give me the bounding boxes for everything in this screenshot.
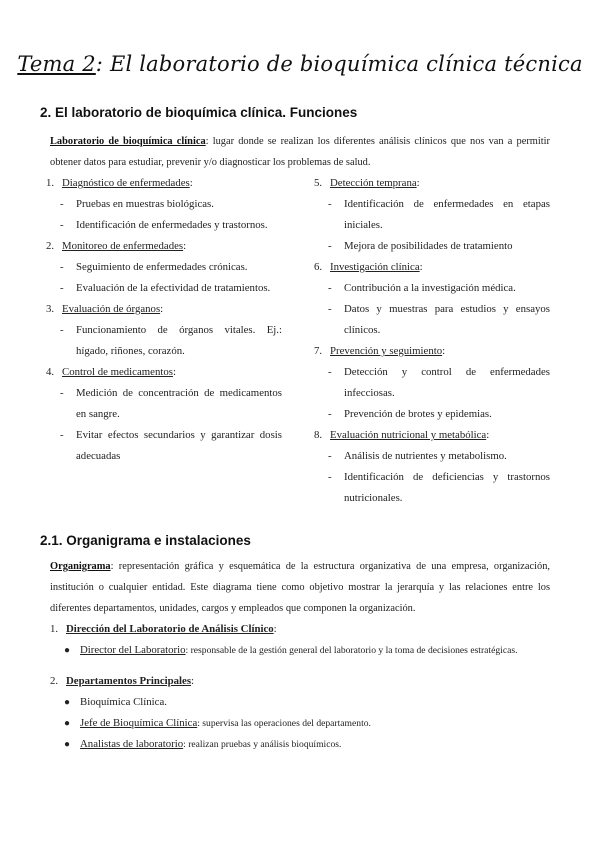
section-2-intro	[50, 131, 550, 173]
sub-item: Identificación de deficiencias y trastornos nutricionales.	[344, 471, 550, 504]
sub-item: Pruebas en muestras biológicas.	[76, 198, 214, 210]
function-item: 1. Diagnóstico de enfermedades: - Pruebas en muestras biológicas. - Identificación de enfermedades y trastornos.	[46, 173, 282, 236]
item-number: 8.	[314, 429, 323, 441]
item-number: 6.	[314, 261, 323, 273]
function-item: 7. Prevención y seguimiento: - Detección y control de enfermedades infecciosas. - Prevención de brotes y epidemias.	[314, 341, 550, 425]
sub-item: Evitar efectos secundarios y garantizar dosis adecuadas	[76, 429, 282, 462]
sub-item: Prevención de brotes y epidemias.	[344, 408, 492, 420]
item-title: Prevención y seguimiento	[330, 345, 443, 357]
item-number: 3.	[46, 303, 55, 315]
bullet-term: Jefe de Bioquímica Clínica	[80, 717, 198, 729]
item-number: 1.	[46, 177, 55, 189]
bullet-icon: ●	[64, 697, 71, 708]
page-title	[0, 52, 600, 76]
section-2-1-intro	[50, 556, 550, 619]
item-title: Detección temprana	[330, 177, 417, 189]
item-number: 2.	[46, 240, 55, 252]
sub-item: Identificación de enfermedades en etapas iniciales.	[344, 198, 550, 231]
section-2-heading: 2. El laboratorio de bioquímica clínica. Funciones	[40, 105, 358, 120]
item-title: Departamentos Principales	[66, 675, 192, 687]
functions-left-column	[46, 173, 282, 467]
item-number: 2.	[50, 675, 59, 687]
item-title: Dirección del Laboratorio de Análisis Clínico	[66, 623, 274, 635]
item-number: 1.	[50, 623, 59, 635]
bullet-text: Bioquímica Clínica.	[80, 696, 167, 708]
bullet-icon: ●	[64, 739, 71, 750]
sub-item: Mejora de posibilidades de tratamiento	[344, 240, 513, 252]
intro-text: : lugar donde se realizan los diferentes análisis clínicos que nos van a permitir obtener datos para estudiar, prevenir y/o diagnosticar los problemas de salud.	[50, 136, 550, 168]
org-item: 1. Dirección del Laboratorio de Análisis Clínico: ● Director del Laboratorio: responsable de la gestión general del laboratorio y la toma de decisiones estratégicas.	[50, 619, 550, 661]
sub-item: Evaluación de la efectividad de tratamientos.	[76, 282, 271, 294]
item-title: Evaluación de órganos	[62, 303, 161, 315]
function-item: 3. Evaluación de órganos: - Funcionamiento de órganos vitales. Ej.: hígado, riñones, corazón.	[46, 299, 282, 362]
bullet-text: : realizan pruebas y análisis bioquímicos.	[183, 739, 342, 750]
intro-term: Laboratorio de bioquímica clínica	[50, 136, 206, 147]
bullet-text: : responsable de la gestión general del laboratorio y la toma de decisiones estratégicas.	[185, 645, 518, 656]
item-title: Monitoreo de enfermedades	[62, 240, 184, 252]
sub-item: Análisis de nutrientes y metabolismo.	[344, 450, 507, 462]
sub-item: Seguimiento de enfermedades crónicas.	[76, 261, 248, 273]
bullet-term: Director del Laboratorio	[80, 644, 186, 656]
intro-term: Organigrama	[50, 561, 111, 572]
sub-item: Identificación de enfermedades y trastornos.	[76, 219, 268, 231]
item-number: 4.	[46, 366, 55, 378]
bullet-icon: ●	[64, 718, 71, 729]
section-2-1-heading: 2.1. Organigrama e instalaciones	[40, 533, 251, 548]
sub-item: Detección y control de enfermedades infecciosas.	[344, 366, 550, 399]
bullet-icon: ●	[64, 645, 71, 656]
item-title: Evaluación nutricional y metabólica	[330, 429, 487, 441]
sub-item: Contribución a la investigación médica.	[344, 282, 516, 294]
bullet-term: Analistas de laboratorio	[80, 738, 184, 750]
item-title: Diagnóstico de enfermedades	[62, 177, 190, 189]
item-number: 7.	[314, 345, 323, 357]
sub-item: Medición de concentración de medicamentos en sangre.	[76, 387, 282, 420]
sub-item: Datos y muestras para estudios y ensayos clínicos.	[344, 303, 550, 336]
item-number: 5.	[314, 177, 323, 189]
title-prefix: Tema 2	[17, 52, 96, 76]
function-item: 4. Control de medicamentos: - Medición de concentración de medicamentos en sangre. - Evitar efectos secundarios y garantizar dosis adecuadas	[46, 362, 282, 467]
item-title: Control de medicamentos	[62, 366, 173, 378]
function-item: 5. Detección temprana: - Identificación de enfermedades en etapas iniciales. - Mejora de posibilidades de tratamiento	[314, 173, 550, 257]
intro-text: : representación gráfica y esquemática de la estructura organizativa de una empresa, organización, institución o cualquier entidad. Este diagrama tiene como objetivo mostrar la jerarquía y las relaciones entre los diferentes departamentos, unidades, cargos y empleados que componen la organización.	[50, 561, 550, 614]
item-title: Investigación clínica	[330, 261, 420, 273]
function-item: 6. Investigación clínica: - Contribución a la investigación médica. - Datos y muestras para estudios y ensayos clínicos.	[314, 257, 550, 341]
org-list	[50, 619, 550, 755]
org-item: 2. Departamentos Principales: ● Bioquímica Clínica. ● Jefe de Bioquímica Clínica: supervisa las operaciones del departamento. ● Analistas de laboratorio: realizan pruebas y análisis bioquímicos.	[50, 671, 550, 755]
sub-item: Funcionamiento de órganos vitales. Ej.: hígado, riñones, corazón.	[76, 324, 282, 357]
title-rest: : El laboratorio de bioquímica clínica técnica	[95, 52, 583, 76]
bullet-text: : supervisa las operaciones del departamento.	[197, 718, 371, 729]
function-item: 8. Evaluación nutricional y metabólica: - Análisis de nutrientes y metabolismo. - Identificación de deficiencias y trastornos nutricionales.	[314, 425, 550, 509]
functions-right-column	[314, 173, 550, 509]
function-item: 2. Monitoreo de enfermedades: - Seguimiento de enfermedades crónicas. - Evaluación de la efectividad de tratamientos.	[46, 236, 282, 299]
